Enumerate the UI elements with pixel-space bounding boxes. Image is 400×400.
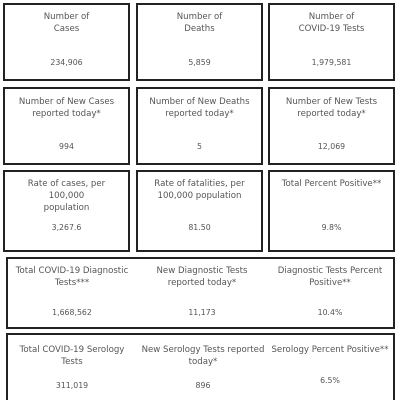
card-value: 3,267.6 [51,223,82,232]
cell-serology-percent-positive [266,335,394,400]
card-new-deaths-today [136,87,263,165]
card-value: 994 [59,142,74,151]
card-label: Rate of fatalities, per 100,000 population [154,179,245,201]
card-label: Rate of cases, per 100,000 population [27,179,106,213]
cell-diagnostic-percent-positive [266,259,394,327]
card-label: Number of New Cases reported today* [18,97,115,119]
card-value: 6.5% [320,376,340,385]
card-rate-of-cases [3,170,130,252]
card-value: 12,069 [317,142,346,151]
card-value: 311,019 [55,381,89,390]
card-value: 1,668,562 [52,308,92,317]
cell-new-diagnostic-tests [138,259,266,327]
card-label: Number of Cases [43,12,90,34]
card-label: Diagnostic Tests Percent Positive** [277,266,383,288]
card-value: 10.4% [317,308,343,317]
card-label: Number of COVID-19 Tests [298,12,365,34]
card-total-percent-positive [268,170,395,252]
card-value: 896 [195,381,211,390]
card-value: 234,906 [50,58,83,67]
card-number-of-tests [268,3,395,81]
card-value: 1,979,581 [311,58,352,67]
card-number-of-deaths [136,3,263,81]
card-new-cases-today [3,87,130,165]
card-label: New Serology Tests reported today* [141,345,265,367]
cell-new-serology-tests [136,335,270,400]
card-rate-of-fatalities [136,170,263,252]
panel-serology-tests [6,333,395,400]
card-value: 81.50 [188,223,211,232]
card-label: Number of New Tests reported today* [285,97,378,119]
card-label: Total Percent Positive** [281,179,382,189]
card-label: New Diagnostic Tests reported today* [156,266,248,288]
card-label: Number of New Deaths reported today* [149,97,250,119]
cell-total-serology-tests [8,335,136,400]
card-value: 5 [197,142,202,151]
card-label: Number of Deaths [176,12,223,34]
card-value: 5,859 [188,58,211,67]
cell-total-diagnostic-tests [8,259,136,327]
card-label: Total COVID-19 Serology Tests [19,345,125,367]
panel-diagnostic-tests [6,257,395,329]
card-value: 11,173 [188,308,216,317]
card-label: Total COVID-19 Diagnostic Tests*** [15,266,129,288]
card-value: 9.8% [321,223,342,232]
card-number-of-cases [3,3,130,81]
card-new-tests-today [268,87,395,165]
card-label: Serology Percent Positive** [271,345,389,355]
